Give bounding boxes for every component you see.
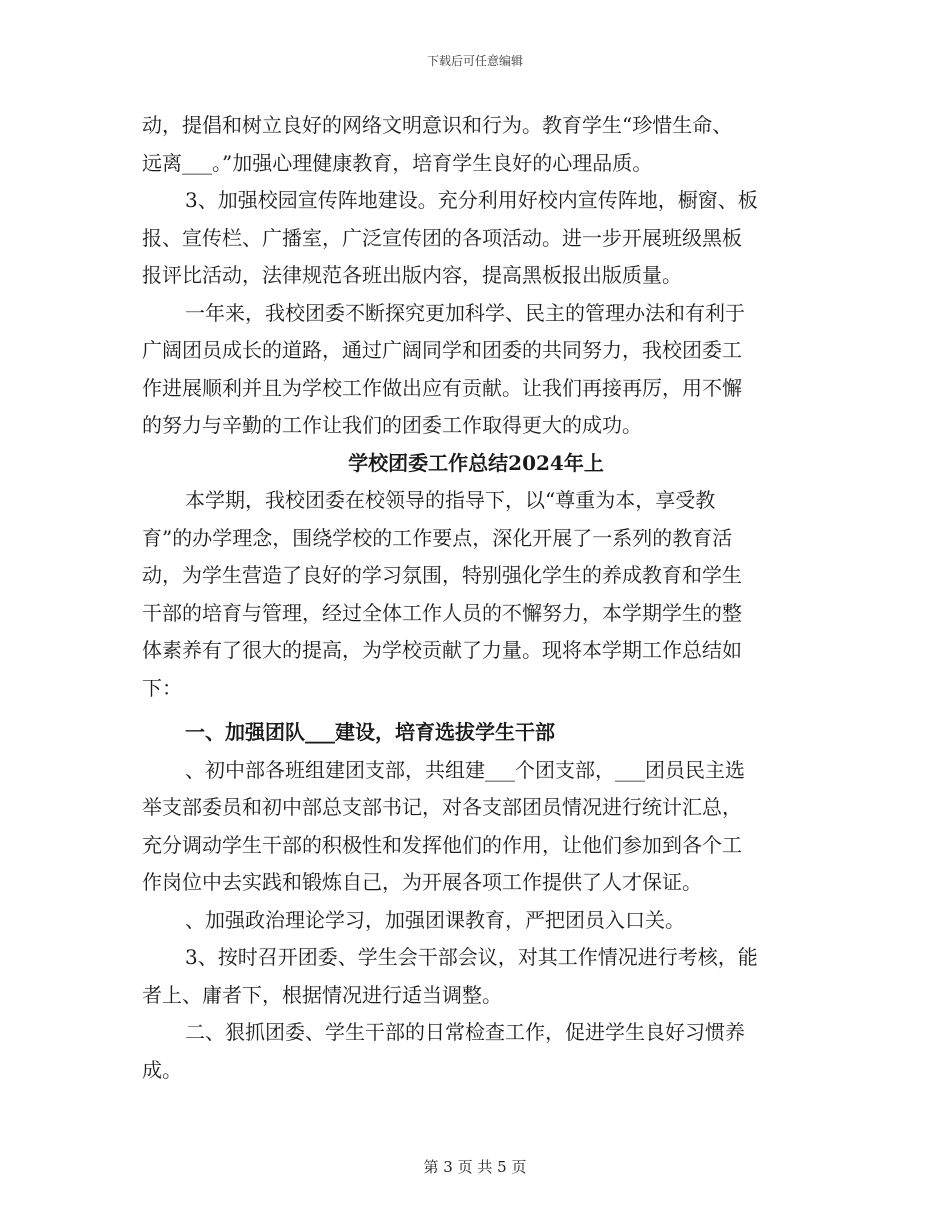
paragraph-line: 动，为学生营造了良好的学习氛围，特别强化学生的养成教育和学生	[142, 563, 742, 587]
section-heading: 一、加强团队___建设，培育选拔学生干部	[185, 720, 555, 744]
paragraph-line: 3、加强校园宣传阵地建设。充分利用好校内宣传阵地，橱窗、板	[185, 188, 758, 212]
paragraph-line: 远离___。”加强心理健康教育，培育学生良好的心理品质。	[142, 150, 653, 175]
page-header: 下载后可任意编辑	[426, 54, 523, 68]
paragraph-line: 的努力与辛勤的工作让我们的团委工作取得更大的成功。	[142, 413, 642, 437]
paragraph-line: 二、狠抓团委、学生干部的日常检查工作，促进学生良好习惯养	[185, 1020, 745, 1044]
page-footer: 第 3 页 共 5 页	[423, 1158, 527, 1176]
paragraph-line: 、加强政治理论学习，加强团课教育，严把团员入口关。	[185, 907, 685, 932]
paragraph-line: 充分调动学生干部的积极性和发挥他们的作用，让他们参加到各个工	[142, 832, 742, 857]
document-body	[142, 107, 810, 1089]
paragraph-line: 报评比活动，法律规范各班出版内容，提高黑板报出版质量。	[142, 263, 682, 287]
paragraph-line: 动，提倡和树立良好的网络文明意识和行为。教育学生“珍惜生命、	[142, 113, 733, 137]
paragraph-line: 体素养有了很大的提高，为学校贡献了力量。现将本学期工作总结如	[142, 638, 742, 662]
paragraph-line: 举支部委员和初中部总支部书记，对各支部团员情况进行统计汇总，	[142, 795, 742, 819]
paragraph-line: 3、按时召开团委、学生会干部会议，对其工作情况进行考核，能	[185, 945, 758, 969]
paragraph-line: 广阔团员成长的道路，通过广阔同学和团委的共同努力，我校团委工	[142, 338, 742, 362]
paragraph-line: 下：	[142, 675, 182, 700]
paragraph-line: 报、宣传栏、广播室，广泛宣传团的各项活动。进一步开展班级黑板	[142, 225, 742, 250]
paragraph-line: 成。	[142, 1057, 182, 1082]
paragraph-line: 作进展顺利并且为学校工作做出应有贡献。让我们再接再厉，用不懈	[142, 375, 742, 400]
paragraph-line: 一年来，我校团委不断探究更加科学、民主的管理办法和有利于	[185, 300, 745, 325]
paragraph-line: 者上、庸者下，根据情况进行适当调整。	[142, 982, 502, 1007]
paragraph-line: 干部的培育与管理，经过全体工作人员的不懈努力，本学期学生的整	[142, 600, 742, 625]
paragraph-line: 作岗位中去实践和锻炼自己，为开展各项工作提供了人才保证。	[142, 870, 702, 894]
paragraph-line: 育”的办学理念，围绕学校的工作要点，深化开展了一系列的教育活	[142, 525, 733, 550]
paragraph-line: 、初中部各班组建团支部，共组建___个团支部，___团员民主选	[185, 757, 745, 782]
section-title: 学校团委工作总结2024年上	[348, 450, 604, 475]
paragraph-line: 本学期，我校团委在校领导的指导下，以“尊重为本，享受教	[185, 488, 716, 512]
